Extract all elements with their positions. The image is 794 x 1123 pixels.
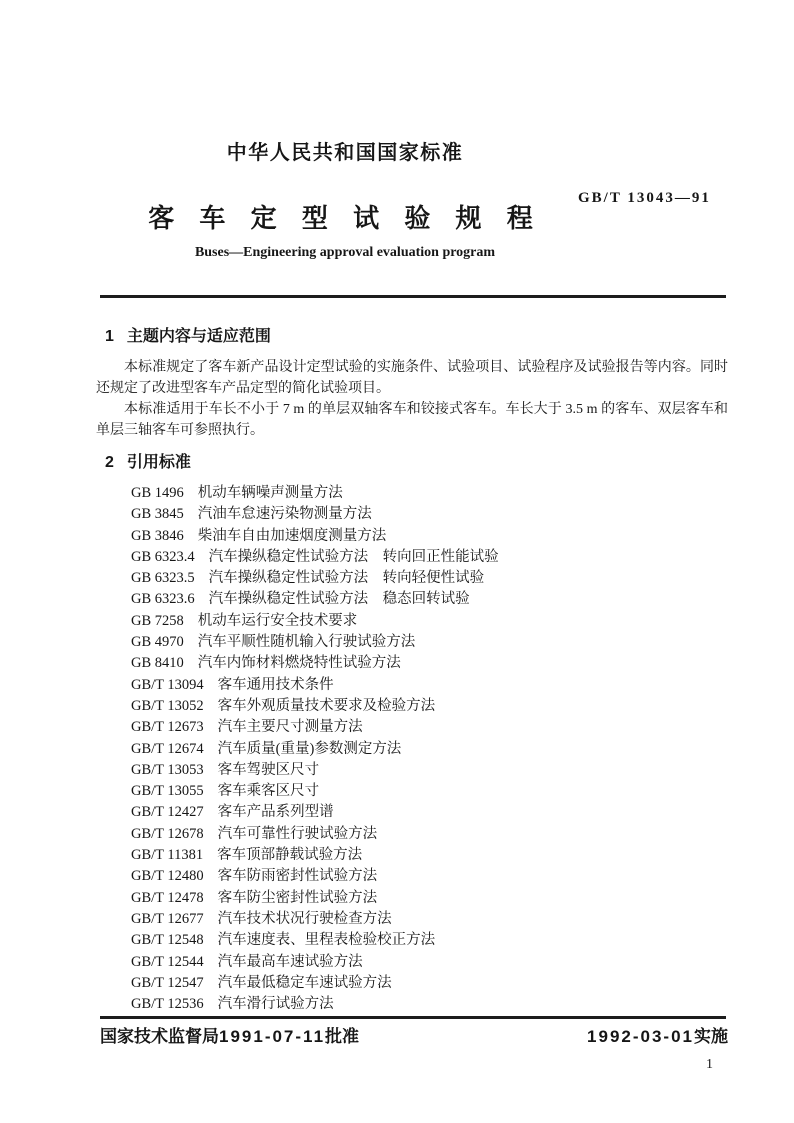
reference-title: 客车外观质量技术要求及检验方法: [217, 697, 436, 714]
approval-note: [100, 1027, 359, 1047]
reference-title: 汽车主要尺寸测量方法: [217, 719, 363, 736]
reference-item: [131, 526, 731, 547]
reference-code: GB 4970: [131, 634, 184, 651]
reference-code: GB/T 12548: [131, 932, 204, 949]
reference-item: [131, 994, 731, 1015]
reference-item: [131, 760, 731, 781]
implementation-label: 实施: [694, 1027, 728, 1046]
reference-code: GB 6323.5: [131, 570, 195, 587]
reference-title: 汽车可靠性行驶试验方法: [217, 825, 378, 842]
reference-code: GB/T 13055: [131, 783, 204, 800]
reference-item: [131, 568, 731, 589]
reference-code: GB/T 12674: [131, 740, 204, 757]
reference-title: 柴油车自由加速烟度测量方法: [197, 527, 387, 544]
reference-item: [131, 653, 731, 674]
header-divider-rule: [100, 295, 726, 298]
reference-code: GB 7258: [131, 612, 184, 629]
reference-code: GB 1496: [131, 485, 184, 501]
reference-title: 汽车最低稳定车速试验方法: [217, 974, 392, 991]
section-2-heading: [105, 453, 191, 473]
reference-title: 汽车质量(重量)参数测定方法: [217, 740, 402, 757]
reference-item: [131, 632, 731, 653]
section-1-body: [96, 357, 728, 441]
reference-item: [131, 973, 731, 994]
reference-title: 汽车技术状况行驶检查方法: [217, 910, 392, 927]
reference-item: [131, 675, 731, 696]
reference-title: 客车乘客区尺寸: [217, 783, 320, 800]
reference-title: 汽油车怠速污染物测量方法: [197, 506, 372, 523]
reference-code: GB/T 13094: [131, 676, 204, 693]
reference-code: GB 6323.4: [131, 548, 195, 565]
reference-title: 汽车速度表、里程表检验校正方法: [217, 932, 436, 949]
reference-code: GB/T 12427: [131, 804, 204, 821]
reference-item: [131, 845, 731, 866]
reference-code: GB/T 12478: [131, 889, 204, 906]
standard-code: GB/T 13043—91: [578, 190, 711, 206]
reference-title: 汽车最高车速试验方法: [217, 953, 363, 970]
reference-item: [131, 504, 731, 525]
reference-code: GB 3846: [131, 527, 184, 544]
reference-title: 汽车平顺性随机输入行驶试验方法: [197, 634, 416, 651]
reference-code: GB/T 11381: [131, 847, 204, 864]
reference-code: GB/T 13053: [131, 761, 204, 778]
reference-code: GB 6323.6: [131, 591, 195, 608]
reference-item: [131, 952, 731, 973]
approval-date: 1991-07-11: [219, 1027, 326, 1046]
reference-title: 客车通用技术条件: [217, 676, 334, 693]
paragraph-scope-2: 本标准适用于车长不小于 7 m 的单层双轴客车和铰接式客车。车长大于 3.5 m 的客车、双层客车和单层三轴客车可参照执行。: [96, 402, 728, 438]
approval-organization: 国家技术监督局: [100, 1027, 219, 1046]
implementation-note: [587, 1027, 728, 1047]
document-title-english: Buses—Engineering approval evaluation program: [194, 245, 496, 260]
section-1-heading: [105, 327, 271, 347]
reference-item: [131, 696, 731, 717]
reference-title: 机动车辆噪声测量方法: [197, 485, 343, 501]
reference-title: 汽车滑行试验方法: [217, 996, 334, 1013]
section-2-title: 引用标准: [126, 454, 191, 471]
national-standard-label: 中华人民共和国国家标准: [226, 142, 464, 164]
reference-title: 客车驾驶区尺寸: [217, 761, 320, 778]
section-2-number: 2: [105, 454, 114, 471]
paragraph-scope-1: 本标准规定了客车新产品设计定型试验的实施条件、试验项目、试验程序及试验报告等内容。同时还规定了改进型客车产品定型的简化试验项目。: [96, 360, 728, 396]
reference-code: GB/T 12536: [131, 996, 204, 1013]
footer-divider-rule: [100, 1016, 726, 1019]
reference-item: [131, 589, 731, 610]
reference-code: GB/T 12547: [131, 974, 204, 991]
reference-code: GB/T 12480: [131, 868, 204, 885]
reference-title: 机动车运行安全技术要求: [197, 612, 358, 629]
implementation-date: 1992-03-01: [587, 1027, 694, 1046]
reference-title: 汽车内饰材料燃烧特性试验方法: [197, 655, 401, 672]
reference-title: 汽车操纵稳定性试验方法 转向轻便性试验: [208, 570, 485, 587]
reference-item: [131, 717, 731, 738]
reference-item: [131, 888, 731, 909]
approval-label: 批准: [325, 1027, 360, 1046]
reference-title: 客车顶部静载试验方法: [217, 847, 363, 864]
reference-item: [131, 483, 731, 504]
reference-code: GB 8410: [131, 655, 184, 672]
reference-item: [131, 739, 731, 760]
reference-code: GB/T 12673: [131, 719, 204, 736]
section-1-number: 1: [105, 328, 114, 345]
reference-code: GB 3845: [131, 506, 184, 523]
reference-item: [131, 547, 731, 568]
reference-item: [131, 909, 731, 930]
reference-title: 汽车操纵稳定性试验方法 转向回正性能试验: [208, 548, 499, 565]
reference-item: [131, 802, 731, 823]
reference-item: [131, 824, 731, 845]
references-list: [131, 483, 731, 1015]
page-number: 1: [706, 1057, 713, 1072]
section-1-title: 主题内容与适应范围: [126, 328, 271, 345]
document-title-chinese: 客 车 定 型 试 验 规 程: [148, 203, 542, 233]
reference-item: [131, 781, 731, 802]
reference-title: 客车防雨密封性试验方法: [217, 868, 378, 885]
reference-item: [131, 611, 731, 632]
reference-code: GB/T 13052: [131, 697, 204, 714]
reference-item: [131, 866, 731, 887]
reference-code: GB/T 12677: [131, 910, 204, 927]
reference-code: GB/T 12544: [131, 953, 204, 970]
reference-title: 客车产品系列型谱: [217, 804, 334, 821]
reference-item: [131, 930, 731, 951]
reference-title: 客车防尘密封性试验方法: [217, 889, 378, 906]
reference-code: GB/T 12678: [131, 825, 204, 842]
reference-title: 汽车操纵稳定性试验方法 稳态回转试验: [208, 591, 470, 608]
